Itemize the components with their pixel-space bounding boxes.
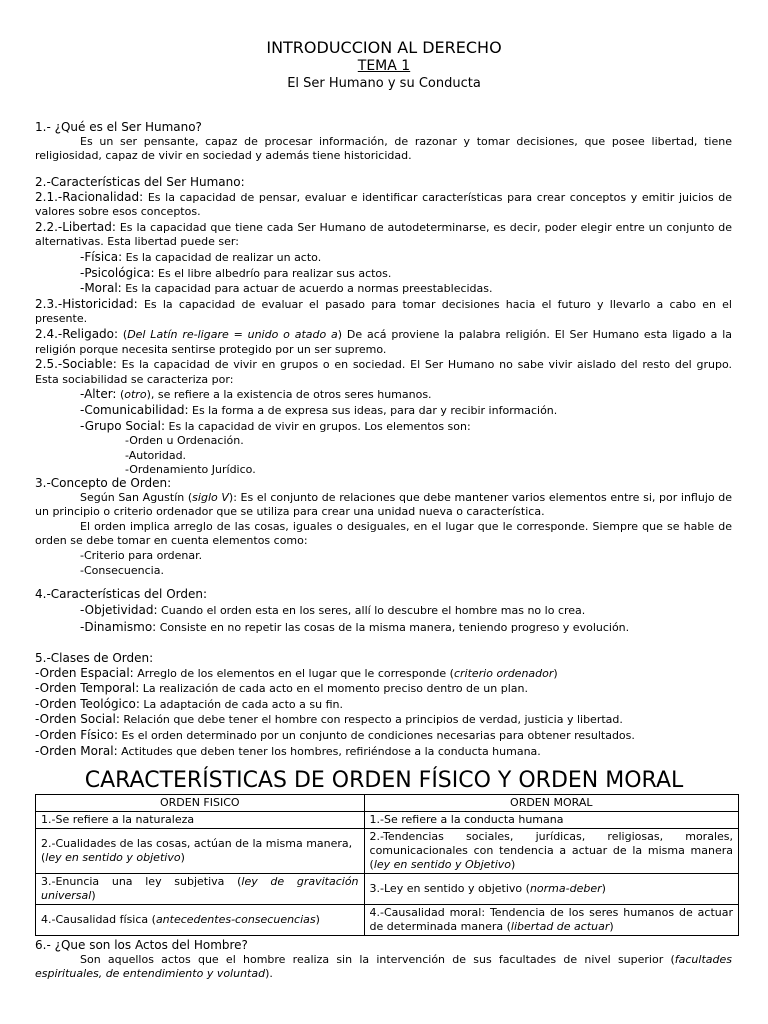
section-2 [35,175,732,478]
cell-text: 3.-Ley en sentido y objetivo ( [369,882,530,895]
cell-text: ) [315,913,320,926]
objetividad-item [35,603,732,619]
historicidad-term: 2.3.-Historicidad: [35,296,138,311]
sociable-term: 2.5.-Sociable: [35,357,117,372]
section-4-heading: 4.-Características del Orden: [35,587,208,601]
social-term: -Orden Social: [35,712,120,727]
san-agustin-text: Según San Agustín ( [80,490,193,504]
cell-text: ) [601,882,606,895]
religado-paragraph [35,327,732,357]
comunicabilidad-text: Es la forma a de expresa sus ideas, para dar y recibir información. [188,403,558,417]
sociable-paragraph [35,357,732,387]
espacial-text: Arreglo de los elementos en el lugar que le corresponde ( [133,666,454,680]
section-6 [35,938,732,982]
cell-italic: norma-deber [529,882,602,895]
cell-text: ) [180,851,185,864]
libertad-paragraph [35,220,732,250]
section-6-heading: 6.- ¿Que son los Actos del Hombre? [35,938,248,952]
psicologica-term: -Psicológica: [80,265,155,280]
orden-fisico [35,728,732,744]
espacial-term: -Orden Espacial: [35,665,134,680]
fisico-term: -Orden Físico: [35,727,119,742]
temporal-term: -Orden Temporal: [35,681,140,696]
grupo-term: -Grupo Social: [80,418,166,433]
table-header-row [36,795,739,812]
fisica-term: -Física: [80,249,123,264]
cell-text: ) [511,858,516,871]
section-3-text: ): Es el conjunto de relaciones que debe mantener varios elementos entre si, por influjo de un principio o criterio ordenador que se utiliza para crear una unidad nueva o característica. [35,490,733,519]
alter-italic: otro [124,388,147,402]
libertad-fisica [35,250,732,266]
cell-text: ) [91,889,96,902]
section-6-text [35,953,732,982]
moral-term: -Moral: [80,281,122,296]
racionalidad-text: Es la capacidad de pensar, evaluar e identificar características para crear conceptos y emitir juicios de valores sobre esos conceptos. [35,190,732,219]
religado-term: 2.4.-Religado: [35,326,119,341]
religado-latin: Del Latín re-ligare = unido o atado a [127,327,338,341]
historicidad-paragraph [35,297,732,327]
sociable-text: Es la capacidad de vivir en grupos o en sociedad. El Ser Humano no sabe vivir aislado del resto del grupo. Esta sociabilidad se caracteriza por: [35,358,732,386]
sociable-comunicabilidad [35,403,732,419]
section-1-text: Es un ser pensante, capaz de procesar información, de razonar y tomar decisiones, que posee libertad, tiene religiosidad, capaz de vivir en sociedad y además tiene historicidad. [35,134,732,163]
section-3 [35,476,732,578]
section-6-italic: facultades espirituales, de entendimiento y voluntad [35,952,732,981]
cell-text: 4.-Causalidad moral: Tendencia de los seres humanos de actuar de determinada manera ( [369,906,733,933]
table-title: CARACTERÍSTICAS DE ORDEN FÍSICO Y ORDEN MORAL [84,768,684,793]
section-1-heading: 1.- ¿Qué es el Ser Humano? [35,120,202,134]
moral-text: Es la capacidad para actuar de acuerdo a normas preestablecidas. [121,282,493,296]
religado-text: ) De acá proviene la palabra religión. El Ser Humano esta ligado a la religión porque necesita sentirse protegido por un ser supremo. [35,327,732,356]
social-text: Relación que debe tener el hombre con respecto a principios de verdad, justicia y libertad. [119,713,623,727]
document-subtitle: El Ser Humano y su Conducta [287,76,481,91]
document-title: INTRODUCCION AL DERECHO [266,38,502,57]
cell-text: 4.-Causalidad física ( [41,913,156,926]
topic-label: TEMA 1 [357,58,411,74]
dinamismo-text: Consiste en no repetir las cosas de la misma manera, teniendo progreso y evolución. [156,621,630,635]
dinamismo-term: -Dinamismo: [80,620,157,635]
cell-italic: ley de gravitación universal [41,875,359,902]
religado-paren: ( [118,327,128,341]
historicidad-text: Es la capacidad de evaluar el pasado para tomar decisiones hacia el futuro y llevarlo a cabo en el presente. [35,297,732,326]
table-cell [36,874,365,905]
temporal-text: La realización de cada acto en el momento preciso dentro de un plan. [139,682,528,696]
table-row [36,812,739,829]
column-header-orden-fisico: ORDEN FISICO [36,795,365,812]
table-row [36,874,739,905]
cell-text: 2.-Cualidades de las cosas, actúan de la misma manera, ( [41,837,353,864]
orden-social [35,712,732,728]
section-2-heading: 2.-Características del Ser Humano: [35,175,245,189]
section-4 [35,587,732,636]
orden-espacial [35,666,732,682]
list-item: -Ordenamiento Jurídico. [125,463,256,477]
psicologica-text: Es el libre albedrío para realizar sus actos. [154,266,392,280]
table-cell [364,874,738,905]
section-3-heading: 3.-Concepto de Orden: [35,476,172,490]
comunicabilidad-term: -Comunicabilidad: [80,402,189,417]
list-item: -Autoridad. [125,448,187,462]
table-row [36,829,739,874]
sociable-alter [35,387,732,403]
section-5-heading: 5.-Clases de Orden: [35,651,154,665]
cell-text: ) [609,920,614,933]
alter-paren: ( [116,388,125,402]
section-6-text-a: Son aquellos actos que el hombre realiza sin la intervención de sus facultades de nivel superior ( [80,952,675,966]
orden-moral [35,744,732,760]
table-cell: 1.-Se refiere a la conducta humana [364,812,738,829]
table-cell: 1.-Se refiere a la naturaleza [36,812,365,829]
orden-temporal [35,681,732,697]
list-item: -Criterio para ordenar. [80,548,203,562]
teologico-text: La adaptación de cada acto a su fin. [139,697,343,711]
alter-text: ), se refiere a la existencia de otros seres humanos. [146,388,432,402]
fisica-text: Es la capacidad de realizar un acto. [122,250,322,264]
section-3-paragraph-1 [35,491,732,520]
racionalidad-paragraph [35,190,732,220]
table-cell [36,829,365,874]
cell-italic: antecedentes-consecuencias [155,913,316,926]
espacial-close: ) [553,666,558,680]
section-5 [35,651,732,759]
objetividad-text: Cuando el orden esta en los seres, allí lo descubre el hombre mas no lo crea. [157,603,586,617]
list-item: -Orden u Ordenación. [125,434,244,448]
orden-teologico [35,697,732,713]
libertad-text: Es la capacidad que tiene cada Ser Humano de autodeterminarse, es decir, poder elegir entre un conjunto de alternativas. Esta libertad puede ser: [35,220,732,249]
cell-text: 3.-Enuncia una ley subjetiva ( [41,875,242,888]
column-header-orden-moral: ORDEN MORAL [364,795,738,812]
table-cell [36,905,365,936]
racionalidad-term: 2.1.-Racionalidad: [35,189,144,204]
fisico-text: Es el orden determinado por un conjunto de condiciones necesarias para obtener resultados. [118,728,635,742]
table-cell [364,829,738,874]
cell-italic: libertad de actuar [510,920,610,933]
section-3-paragraph-2: El orden implica arreglo de las cosas, iguales o desiguales, en el lugar que le corresponde. Siempre que se hable de orden se debe tomar en cuenta elementos como: [35,519,732,548]
dinamismo-item [35,620,732,636]
objetividad-term: -Objetividad: [80,602,158,617]
siglo-italic: siglo V [192,490,229,504]
cell-italic: ley en sentido y objetivo [45,851,181,864]
table-row [36,905,739,936]
table-cell [364,905,738,936]
cell-italic: ley en sentido y Objetivo [373,858,512,871]
grupo-text: Es la capacidad de vivir en grupos. Los elementos son: [165,419,471,433]
libertad-psicologica [35,266,732,282]
libertad-term: 2.2.-Libertad: [35,219,116,234]
comparison-table [35,794,739,936]
section-1 [35,120,732,164]
sociable-grupo [35,419,732,435]
alter-term: -Alter: [80,387,117,402]
section-6-text-b: ). [265,967,273,981]
orden-moral-term: -Orden Moral: [35,743,118,758]
cell-text: 2.-Tendencias sociales, jurídicas, religiosas, morales, comunicacionales con tendencia a actuar de la misma manera ( [369,830,733,871]
orden-moral-text: Actitudes que deben tener los hombres, refiriéndose a la conducta humana. [117,744,541,758]
libertad-moral [35,281,732,297]
espacial-italic: criterio ordenador [453,666,554,680]
list-item: -Consecuencia. [80,563,164,577]
teologico-term: -Orden Teológico: [35,696,140,711]
